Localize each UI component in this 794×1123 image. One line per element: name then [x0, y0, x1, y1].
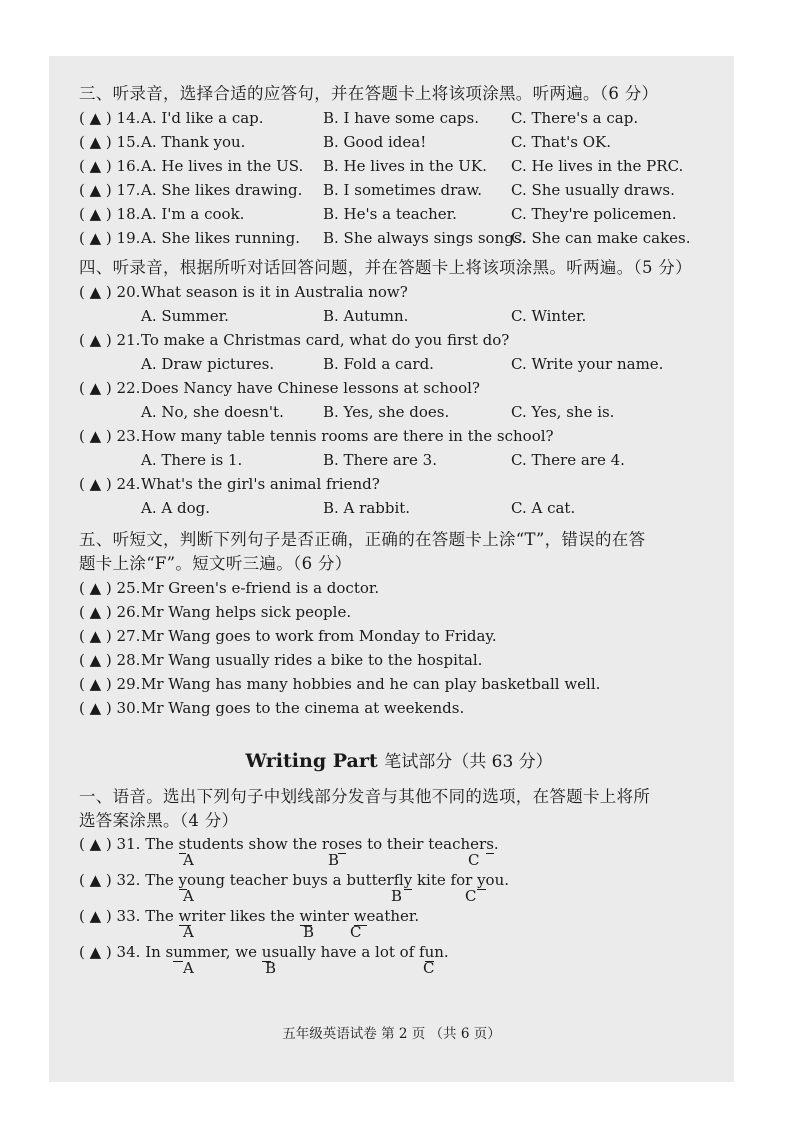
sentence-part: .	[493, 835, 499, 853]
page-footer: 五年级英语试卷 第 2 页 （共 6 页）	[282, 1026, 501, 1042]
question-number: ( ▲ ) 27.	[79, 627, 141, 645]
option-label-b: B	[328, 851, 340, 869]
underlined-a: u	[173, 943, 183, 961]
option-label-c: C	[468, 851, 480, 869]
writing-section-1-heading-line2: 选答案涂黑。（4 分）	[79, 811, 239, 830]
question-number: ( ▲ ) 18.	[79, 205, 141, 223]
option-b: B. There are 3.	[323, 451, 437, 469]
option-c: C. There's a cap.	[511, 109, 639, 127]
options-row	[79, 304, 719, 328]
option-c: C. Yes, she is.	[511, 403, 615, 421]
writing-title-en: Writing Part	[245, 750, 378, 772]
option-a: A. She likes running.	[141, 229, 300, 247]
underlined-c: u	[424, 943, 435, 961]
question-number: ( ▲ ) 28.	[79, 651, 141, 669]
sentence-part: ou.	[485, 871, 510, 889]
sentence-part: The	[145, 871, 179, 889]
question-stem: How many table tennis rooms are there in the school?	[141, 427, 554, 445]
sentence-part: The	[145, 907, 179, 925]
underlined-a: w	[178, 907, 192, 925]
question-stem: Does Nancy have Chinese lessons at school?	[141, 379, 480, 397]
underlined-a: y	[178, 871, 187, 889]
option-a: A. She likes drawing.	[141, 181, 303, 199]
options-row	[79, 352, 719, 376]
page-content	[79, 82, 719, 977]
statement-text: Mr Wang goes to the cinema at weekends.	[141, 699, 465, 717]
option-label-a: A	[183, 887, 194, 905]
option-label-a: A	[183, 923, 194, 941]
statement-row	[79, 696, 719, 720]
option-a: A. He lives in the US.	[141, 157, 304, 175]
question-number: ( ▲ ) 20.	[79, 283, 141, 301]
sentence-part: n.	[434, 943, 449, 961]
writing-part-title	[79, 746, 719, 777]
statement-text: Mr Green's e-friend is a doctor.	[141, 579, 380, 597]
question-31	[79, 833, 719, 869]
option-c: C. A cat.	[511, 499, 576, 517]
option-label-c: C	[423, 959, 435, 977]
underlined-b: s	[338, 835, 346, 853]
option-c: C. That's OK.	[511, 133, 611, 151]
question-number: ( ▲ ) 25.	[79, 579, 141, 597]
sentence-part: oung teacher buys a butterfl	[186, 871, 404, 889]
underlined-b: w	[299, 907, 313, 925]
sentence-part: mmer, we	[182, 943, 262, 961]
question-row	[79, 178, 719, 202]
section-5-heading-line2: 题卡上涂“F”。短文听三遍。（6 分）	[79, 554, 352, 573]
option-b: B. Good idea!	[323, 133, 427, 151]
options-row	[79, 448, 719, 472]
question-stem: What's the girl's animal friend?	[141, 475, 380, 493]
option-label-c: C	[465, 887, 477, 905]
question-row	[79, 130, 719, 154]
option-label-c: C	[350, 923, 362, 941]
section-4-heading: 四、听录音，根据所听对话回答问题，并在答题卡上将该项涂黑。听两遍。（5 分）	[79, 258, 692, 277]
statement-row	[79, 648, 719, 672]
question-34	[79, 941, 719, 977]
question-number: ( ▲ ) 29.	[79, 675, 141, 693]
question-number: ( ▲ ) 26.	[79, 603, 141, 621]
statement-text: Mr Wang helps sick people.	[141, 603, 352, 621]
option-label-b: B	[391, 887, 403, 905]
question-number: ( ▲ ) 22.	[79, 379, 141, 397]
statement-row	[79, 576, 719, 600]
question-row	[79, 328, 719, 352]
section-5-heading-line1: 五、听短文，判断下列句子是否正确，正确的在答题卡上涂“T”，错误的在答	[79, 530, 646, 549]
question-33	[79, 905, 719, 941]
option-c: C. She usually draws.	[511, 181, 675, 199]
underlined-a: s	[178, 835, 187, 853]
question-number: ( ▲ ) 21.	[79, 331, 141, 349]
options-row	[79, 496, 719, 520]
option-a: A. I'm a cook.	[141, 205, 245, 223]
sentence-part: riter likes the	[191, 907, 300, 925]
statement-row	[79, 600, 719, 624]
option-a: A. A dog.	[141, 499, 210, 517]
statement-text: Mr Wang goes to work from Monday to Friday.	[141, 627, 497, 645]
question-stem: To make a Christmas card, what do you first do?	[141, 331, 510, 349]
option-c: C. They're policemen.	[511, 205, 677, 223]
statement-row	[79, 672, 719, 696]
option-c: C. Write your name.	[511, 355, 664, 373]
question-stem: What season is it in Australia now?	[141, 283, 408, 301]
option-c: C. Winter.	[511, 307, 587, 325]
section-4-questions	[79, 280, 719, 520]
underlined-b: y	[403, 871, 413, 889]
option-a: A. Draw pictures.	[141, 355, 275, 373]
sentence-part: inter	[312, 907, 354, 925]
question-number: ( ▲ ) 19.	[79, 229, 141, 247]
question-number: ( ▲ ) 34.	[79, 943, 141, 961]
question-row	[79, 202, 719, 226]
sentence-part: es to their teacher	[345, 835, 487, 853]
options-row	[79, 400, 719, 424]
underlined-c: w	[353, 907, 367, 925]
option-b: B. Yes, she does.	[323, 403, 450, 421]
sentence-part: tudents show the ro	[186, 835, 339, 853]
question-row	[79, 424, 719, 448]
option-label-a: A	[183, 851, 194, 869]
question-number: ( ▲ ) 23.	[79, 427, 141, 445]
question-number: ( ▲ ) 33.	[79, 907, 141, 925]
option-b: B. I have some caps.	[323, 109, 479, 127]
option-b: B. Autumn.	[323, 307, 409, 325]
exam-page	[49, 56, 734, 1082]
question-number: ( ▲ ) 14.	[79, 109, 141, 127]
option-c: C. She can make cakes.	[511, 229, 691, 247]
section-5-questions	[79, 576, 719, 720]
question-number: ( ▲ ) 30.	[79, 699, 141, 717]
question-number: ( ▲ ) 15.	[79, 133, 141, 151]
question-32	[79, 869, 719, 905]
option-a: A. Thank you.	[141, 133, 246, 151]
option-a: A. There is 1.	[141, 451, 243, 469]
option-b: B. Fold a card.	[323, 355, 434, 373]
question-row	[79, 154, 719, 178]
option-a: A. No, she doesn't.	[141, 403, 284, 421]
question-number: ( ▲ ) 31.	[79, 835, 141, 853]
question-number: ( ▲ ) 24.	[79, 475, 141, 493]
question-row	[79, 376, 719, 400]
option-c: C. There are 4.	[511, 451, 625, 469]
option-label-a: A	[183, 959, 194, 977]
sentence-part: sually have a lot of f	[271, 943, 425, 961]
option-b: B. He lives in the UK.	[323, 157, 487, 175]
question-number: ( ▲ ) 32.	[79, 871, 141, 889]
writing-section-1-heading-line1: 一、语音。选出下列句子中划线部分发音与其他不同的选项，在答题卡上将所	[79, 787, 651, 806]
option-a: A. I'd like a cap.	[141, 109, 264, 127]
underlined-b: u	[261, 943, 272, 961]
sentence-part: The	[145, 835, 179, 853]
section-3-questions	[79, 106, 719, 250]
question-row	[79, 106, 719, 130]
option-b: B. He's a teacher.	[323, 205, 457, 223]
question-row	[79, 472, 719, 496]
question-number: ( ▲ ) 16.	[79, 157, 141, 175]
question-row	[79, 226, 719, 250]
underlined-c: s	[486, 835, 494, 853]
option-label-b: B	[265, 959, 277, 977]
sentence-part: In s	[145, 943, 174, 961]
option-label-b: B	[303, 923, 315, 941]
statement-row	[79, 624, 719, 648]
sentence-part: kite for	[412, 871, 478, 889]
writing-title-cn: 笔试部分（共 63 分）	[384, 752, 553, 772]
option-b: B. A rabbit.	[323, 499, 411, 517]
option-a: A. Summer.	[141, 307, 229, 325]
question-number: ( ▲ ) 17.	[79, 181, 141, 199]
underlined-c: y	[477, 871, 486, 889]
option-b: B. I sometimes draw.	[323, 181, 483, 199]
option-b: B. She always sings songs.	[323, 229, 527, 247]
option-c: C. He lives in the PRC.	[511, 157, 684, 175]
question-row	[79, 280, 719, 304]
sentence-part: eather.	[366, 907, 420, 925]
statement-text: Mr Wang has many hobbies and he can play basketball well.	[141, 675, 601, 693]
statement-text: Mr Wang usually rides a bike to the hospital.	[141, 651, 483, 669]
section-3-heading: 三、听录音，选择合适的应答句，并在答题卡上将该项涂黑。听两遍。（6 分）	[79, 84, 659, 103]
